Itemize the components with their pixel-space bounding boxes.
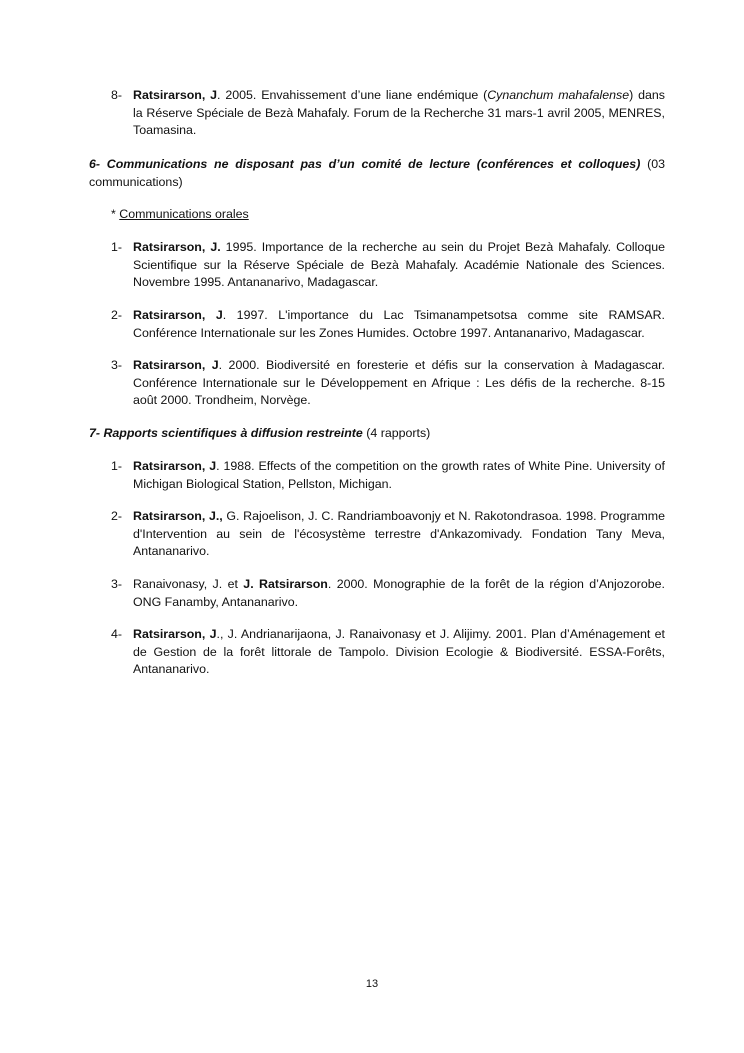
entry-author: Ratsirarson, J [133,627,217,641]
report-entry [111,576,665,611]
section-title: 6- Communications ne disposant pas d’un comité de lecture (conférences et colloques) [89,157,641,171]
section-count: (03 communications) [89,157,665,189]
entry-body: . 1997. L'importance du Lac Tsimanampetsotsa comme site RAMSAR. Conférence Internationale sur les Zones Humides. Octobre 1997. Antananarivo, Madagascar. [133,308,666,340]
report-entry [111,626,665,679]
entry-author: Ratsirarson, J [133,459,217,473]
communication-entry [111,239,665,292]
page-number: 13 [365,978,379,990]
entry-body: G. Rajoelison, J. C. Randriamboavonjy et N. Rakotondrasoa. 1998. Programme d'Intervention au sein de l'écosystème terrestre d'Ankazomivady. Fondation Tany Meva, Antananarivo. [133,509,665,559]
entry-text [133,357,665,410]
entry-body: . 2000. Biodiversité en foresterie et défis sur la conservation à Madagascar. Conférence Internationale sur le Développement en Afrique : Les défis de la recherche. 8-15 août 2000. Trondheim, Norvège. [133,358,666,408]
entry-number: 1- [111,459,123,473]
entry-text [133,307,665,342]
entry-text [133,458,665,493]
section-title: 7- Rapports scientifiques à diffusion restreinte [89,426,363,440]
entry-prefix: Ranaivonasy, J. et [133,577,244,591]
entry-number: 2- [111,509,123,523]
entry-author: J. Ratsirarson [243,577,328,591]
entry-number: 3- [111,577,123,591]
entry-body: . 2005. Envahissement d’une liane endémique ( [217,88,488,102]
entry-text [133,239,665,292]
entry-text [133,508,665,561]
section-heading [89,425,665,443]
entry-body: . 1988. Effects of the competition on the growth rates of White Pine. University of Michigan Biological Station, Pellston, Michigan. [133,459,665,491]
subsection-label: Communications orales [119,207,249,221]
entry-number: 4- [111,627,123,641]
report-entry [111,508,665,561]
entry-author: Ratsirarson, J [133,88,218,102]
entry-text [133,626,665,679]
entry-number: 3- [111,358,123,372]
entry-number: 2- [111,308,123,322]
subsection-heading [111,206,249,224]
publication-entry [111,87,665,140]
entry-body: . 2000. Monographie de la forêt de la région d’Anjozorobe. ONG Fanamby, Antananarivo. [133,577,666,609]
entry-body: ., J. Andrianarijaona, J. Ranaivonasy et J. Alijimy. 2001. Plan d’Aménagement et de Gestion de la forêt littorale de Tampolo. Division Ecologie & Biodiversité. ESSA-Forêts, Antananarivo. [133,627,665,677]
entry-author: Ratsirarson, J., [133,509,223,523]
entry-body: 1995. Importance de la recherche au sein du Projet Bezà Mahafaly. Colloque Scientifique sur la Réserve Spéciale de Bezà Mahafaly. Académie Nationale des Sciences. Novembre 1995. Antananarivo, Madagascar. [133,240,665,290]
entry-author: Ratsirarson, J. [133,240,221,254]
entry-author: Ratsirarson, J [133,308,223,322]
communication-entry [111,357,665,410]
section-heading [89,156,665,191]
report-entry [111,458,665,493]
communication-entry [111,307,665,342]
entry-number: 8- [111,88,123,102]
section-count: (4 rapports) [362,426,431,440]
entry-text [133,576,665,611]
subsection-bullet: * [111,207,120,221]
species-name: Cynanchum mahafalense [487,88,630,102]
entry-body-end: ) dans la Réserve Spéciale de Bezà Mahafaly. Forum de la Recherche 31 mars-1 avril 2005, MENRES, Toamasina. [133,88,665,138]
entry-number: 1- [111,240,123,254]
entry-text [133,87,665,140]
entry-author: Ratsirarson, J [133,358,219,372]
